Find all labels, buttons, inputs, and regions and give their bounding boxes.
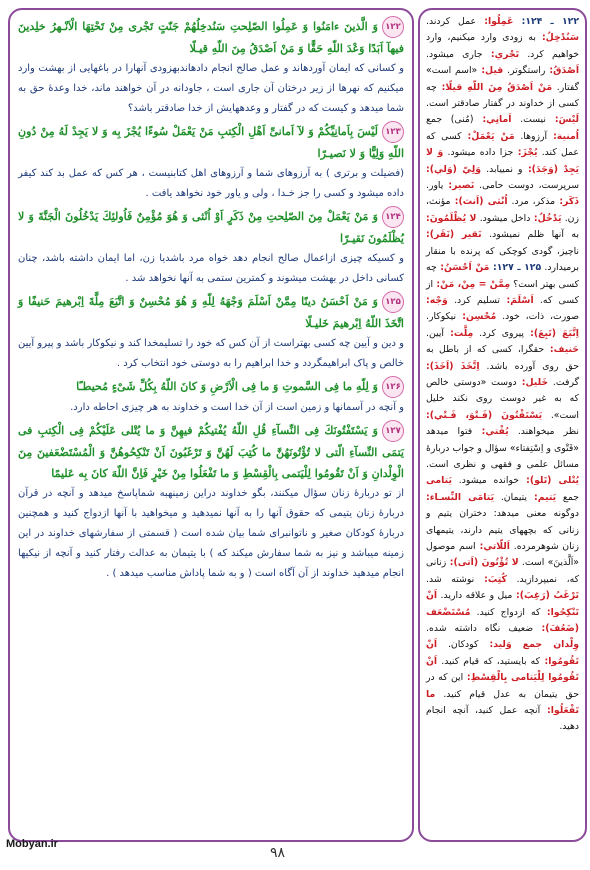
glossary-term: اِتَّخَذَ (اَخَذَ): [426,360,480,372]
glossary-definition: راستگوتر. [503,65,546,77]
glossary-definition: آیین. [426,327,445,339]
page-number: ۹۸ [270,845,286,861]
glossary-definition: نیست. [511,114,546,126]
verse-arabic [18,291,404,334]
glossary-term: وَلِيّ (وَلي): [426,163,481,175]
glossary-term: اَللّاتي: [475,541,510,552]
glossary-term: تَجْري: [482,48,520,60]
verse-arabic [18,376,404,398]
glossary-panel [418,8,587,842]
glossary-definition: یتیمان. [494,491,528,503]
glossary-term: اَسْلَمَ: [499,294,534,306]
glossary-section-heading: ۱۲۲ ـ ۱۲۴: [513,16,579,27]
glossary-definition: داخل میشود. [476,212,531,224]
glossary-text [426,14,579,836]
glossary-term: لا يُظْلَمُونَ: [426,212,477,224]
glossary-definition: مذکر، مرد. [507,196,556,208]
glossary-term: وِلْدان جمع وَليد: [478,639,579,651]
glossary-term: نَصير: [443,180,475,192]
glossary-definition: نوشته شد. [426,573,475,585]
verse-arabic [18,121,404,164]
glossary-definition: فتوا میدهد «فَتْوى و اِسْتِفتاء» سؤال و جواب دربارهٔ مسائل علمی و فقهی و نظری است. [426,426,579,470]
verse-arabic-text: وَ مَنْ يَعْمَلْ مِنَ الصّلِحتِ مِنْ ذَكَرٍ اَوْ اُنْثى وَ هُوَ مُؤْمِنٌ فَاُولئِكَ يَدْخُلُونَ الْجَنَّةَ وَ لا يُظْلَمُونَ نَقيـرًا [18,210,404,245]
glossary-definition: به آنها ظلم نمیشود. [481,229,579,241]
glossary-definition: جمع [556,491,579,503]
verse-arabic [18,16,404,59]
verse-number-badge: ۱۲۲ [382,16,404,38]
verses-list [18,16,404,834]
glossary-term: اَصْدَقُ: [545,65,580,77]
glossary-definition: جزا داده میشود. [443,147,514,159]
glossary-term: حَنيف: [544,344,579,356]
glossary-term: مُسْتَضْعَف (ضَعُفَ): [426,606,579,635]
glossary-definition: که بایستید، که قیام کنید. [437,655,541,667]
glossary-term: يُتْلى (تَلو): [519,475,580,487]
glossary-definition: کسی که عمل کند. [426,130,579,159]
glossary-definition: ضعیف نگاه داشته شده. [426,623,534,635]
verse-arabic-text: وَ لِلّهِ ما فِى السَّموتِ وَ ما فِى الْاَرْضِ وَ كانَ اللّهُ بِكُلِّ شَىْءٍ مُحيطـًا [76,380,378,393]
glossary-term: لَيْسَ: [545,114,579,126]
glossary-definition: صورت، ذات، خود. [496,311,579,323]
verse-translation: و آنچه در آسمانها و زمین است از آن خدا است و خداوند به هر چیزی احاطه دارد. [70,402,404,413]
glossary-term: اُنْثى (اَنث): [450,196,508,208]
glossary-definition: نیکوکار. [426,311,457,323]
verse-number-badge: ۱۲۳ [382,121,404,143]
glossary-definition: ناچیز، گودی کوچکی که پرنده با منقار برمیدارد. [426,245,579,274]
glossary-term: وَ لا يَجِدْ (وَجَدَ): [426,147,579,175]
verse-number-badge: ۱۲۷ [382,420,404,442]
glossary-term: تَرْغَبُ (رَغِبَ): [512,590,580,602]
glossary-term: مِمَّنْ = مِنْ، مَنْ: [433,278,511,290]
glossary-term: اَمانِي: [473,114,512,126]
glossary-definition: حقگرا، کسی که از باطل به حق روی آورده باشد. [426,344,579,372]
glossary-term: مَنْ اَصْدَقُ مِنَ اللّهِ قيلًا: [436,81,553,93]
glossary-term: اَنْ تَقُومُوا لِلْيَتامى بِالْقِسْطِ: [426,655,579,684]
glossary-term: اَنْ تَقُومُوا: [426,639,579,667]
glossary-term: يَتامَى النِّسـاء: [426,491,495,503]
glossary-term: عَمِلُوا: [476,16,514,27]
glossary-term: خَليل: [516,376,549,388]
glossary-term: يُفْتي: [472,426,509,438]
glossary-definition: تسلیم کرد. [447,294,500,306]
glossary-term: سَنُدْخِلُ: [535,32,579,44]
glossary-term: نَقير (نَقَر): [426,229,482,241]
glossary-term: يَتامى [426,475,452,487]
verse-number-badge: ۱۲۵ [382,291,404,313]
glossary-definition: خوانده میشود. [451,475,520,487]
glossary-definition: کودکان. [437,639,479,651]
glossary-definition: میل و علاقه دارید. [437,590,513,602]
glossary-term: لا تُؤْتُونَ (اَتى): [446,557,519,569]
verse-arabic [18,206,404,249]
glossary-definition: عمل کردند. [426,16,477,27]
glossary-term: مُحْسِن: [456,311,497,323]
glossary-definition: دوگونه معنی میدهد: دختران یتیم و زنانی که بچههای یتیم دارند، یتیمهای زنان شوهرمرده. [426,508,579,552]
verse-translation: و کسیکه چیزی ازاعمال صالح انجام دهد خواه مرد باشدیا زن، اما ایمان داشته باشد، چنان کسانی داخل در بهشت میشوند و کمترین ستمی به آنها نخواهد شد . [18,253,404,284]
glossary-definition: که ازدواج کنید. [470,606,541,618]
verses-panel [8,8,414,842]
verse-number-badge: ۱۲۶ [382,376,404,398]
glossary-section-heading: ۱۲۵ ـ ۱۲۷: [489,262,542,274]
glossary-term: يُجْزَ: [513,147,538,159]
glossary-term: يَتيم: [527,491,557,503]
verse-translation: (فضیلت و برتری ) به آرزوهای شما و آرزوهای اهل کتابنیست ، هر کس که عمل بد کند کیفر داده میشود و کسی را جز خـدا ، ولی و یاور خود نخواهد یافت . [18,168,404,199]
verse-arabic-text: وَ الَّذينَ ءامَنُوا وَ عَمِلُوا الصّلِحتِ سَنُدخِلُهُمْ جَنّتٍ تَجْرى مِنْ تَحْتِهَا الْاَنْـهرُ خلِدينَ فيهآ اَبَدًا وَعْدَ اللّهِ حَقًّا وَ مَنْ اَصْدَقُ مِنَ اللّهِ قيـلًا [18,20,404,55]
glossary-term: اُمنية: [547,130,579,142]
glossary-definition: آرزوها. [514,130,548,142]
glossary-definition: و نمییابد. [480,163,523,175]
glossary-term: كُتِبَ: [474,573,507,585]
glossary-definition: اسم موصول «اَلَّذينَ» است. [426,541,579,569]
glossary-term: ذَكَر: [555,196,579,208]
glossary-definition: نظر میخواهند. [508,426,579,438]
glossary-term: اِتَّبَعَ (تَبِعَ): [524,327,579,339]
verse-number-badge: ۱۲۴ [382,206,404,228]
glossary-term: اَنْ تَنْكِحُوا: [426,590,579,618]
glossary-term: ما تَفْعَلُوا: [426,688,579,717]
glossary-term: مَنْ يَعْمَلْ: [461,130,515,142]
verse-translation: و کسانی که ایمان آوردهاند و عمل صالح انجام دادهاندبهزودی آنهارا در باغهایی از بهشت وارد میکنیم که نهرها از زیر درختان آن جاری است ، جاودانه در آن خواهند ماند، خدا وعدهٔ حق به شما میدهد و کیست که در گفتار و وعدههایش از خدا صادقتر باشد؟ [18,63,404,114]
glossary-definition: پیروی کرد. [473,327,524,339]
glossary-definition: سرپرست، دوست حامی. [474,180,580,192]
glossary-definition: گرفت. [548,376,580,388]
site-label: Mobyan.ir [6,838,58,850]
glossary-definition: «اسم است» گفتار. [426,65,579,93]
glossary-definition: به زودی وارد میکنیم، وارد خواهیم کرد. [426,32,580,60]
glossary-definition: مؤنث، زن. [426,196,579,224]
glossary-term: مَنْ اَحْسَنُ: [436,262,490,274]
glossary-definition: زنانی که، نمیپردازید. [426,557,579,585]
verse-arabic-text: لَيْسَ بِاَمانِيِّكُمْ وَ لآ اَمانىِّ اَهْلِ الْكِتبِ مَنْ يَعْمَلْ سُوءًا يُجْزَ بِه وَ لا يَجِدْ لَهُ مِنْ دُونِ اللّهِ وَلِيًّا وَ لا نَصيـرًا [18,125,404,160]
glossary-definition: (مُنی) جمع [426,114,474,126]
glossary-term: يَسْتَفْتُونَ (فَـتْوَ، فَـتْي): [426,409,543,421]
glossary-definition: چه کسی بهتر است؟ [426,262,579,290]
glossary-term: مِلَّت: [444,327,474,339]
glossary-definition: از کسی که. [426,278,580,306]
verse-arabic [18,420,404,484]
glossary-term: يَدْخُلُ: [530,212,562,224]
glossary-definition: جاری میشود. [426,48,483,60]
verse-arabic-text: وَ مَنْ اَحْسَنُ دينًا مِمَّنْ اَسْلَمَ وَجْهَهُ لِلّهِ وَ هُوَ مُحْسِنٌ وَ اتَّبَعَ مِلَّةَ اِبْرهيمَ حَنيفًا وَ اتَّخَذَ اللّهُ اِبْرهيمَ خَليـلًا [18,295,404,330]
glossary-definition: این که در حق یتیمان به عدل قیام کنید. [426,672,579,700]
glossary-definition: چه کسی از خداوند در گفتار صادقتر است. [426,81,579,110]
glossary-definition: آنچه عمل کنید، آنچه انجام دهید. [426,705,579,733]
verse-translation: و دین و آیین چه کسی بهتراست از آن کس که خود را تسلیمخدا کند و نیکوکار باشد و پیرو آیین خالص و پاک ابراهیمگردد و خدا ابراهیم را به دوستی خود انتخاب کرد . [18,338,404,369]
verse-arabic-text: وَ يَسْتَفْتُونَكَ فِى النِّسآءِ قُلِ اللّهُ يُفْتيكُمْ فيهِنَّ وَ ما يُتْلى عَلَيْكُمْ فِى الْكِتبِ فى يَتمَى النِّسآءِ الّتى لا تُؤْتُونَهُنَّ ما كُتِبَ لَهُنَّ وَ تَرْغَبُونَ اَنْ تَنْكِحُوهُنَّ وَ الْمُسْتَضْعَفينَ مِنَ الْوِلْدانِ وَ اَنْ تَقُومُوا لِلْيَتمى بِالْقِسْطِ وَ ما تَفْعَلُوا مِنْ خَيْرٍ فَاِنَّ اللّهَ كانَ بِه عَليمًا [18,424,404,480]
glossary-term: قيل: [477,65,504,77]
glossary-definition: دوست «دوستی خالص که به غیر دوست روی نکند خلیل است». [426,376,579,421]
verse-translation: از تو دربارهٔ زنان سؤال میکنند، بگو خداوند دراین زمینهبه شماپاسخ میدهد و آنچه در قرآن دربارهٔ زنان یتیمی که حقوق آنها را به آنها نمیدهید و میخواهید با آنها ازدواج کنید و همچنین دربارهٔ کودکان صغیر و ناتوانبرای شما بیان شده است ( قسمتی از سفارشهای خداوند در این زمینه میباشد و نیز به شما سفارش میکند که ) با یتیمان به عدالت رفتار کنید و آنچه از نیکیها انجام میدهید خداوند از آن آگاه است ( و به شما پاداش مناسب میدهد ) . [18,488,404,579]
glossary-definition: یاور. [426,180,444,192]
glossary-term: وَجْه: [426,294,448,306]
